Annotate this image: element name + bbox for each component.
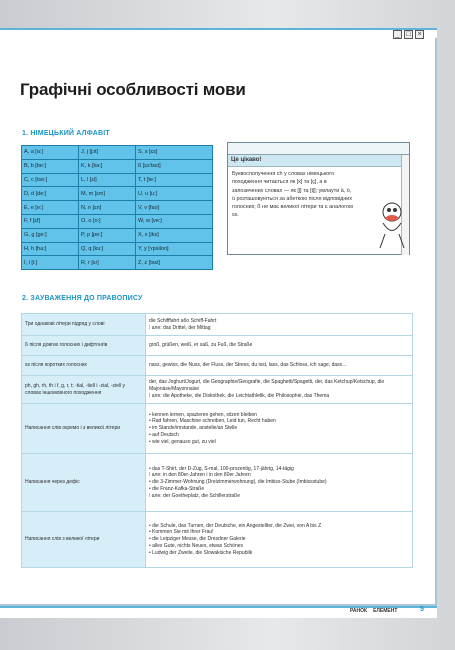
alphabet-cell: O, o [o:] — [79, 214, 136, 228]
alphabet-cell: E, e [e:] — [22, 201, 79, 215]
alphabet-cell: S, s [ɛs] — [136, 146, 213, 160]
alphabet-cell: ß [ɛs'tsɛt] — [136, 159, 213, 173]
alphabet-cell: F, f [ɛf] — [22, 214, 79, 228]
rule-examples: die Schifffahrt або Schiff-Fahrt ⁞ але: das Drittel, der Mittag — [146, 314, 413, 336]
rule-row — [22, 404, 413, 454]
rule-row — [22, 376, 413, 404]
window-titlebar — [0, 28, 437, 38]
alphabet-table — [21, 145, 213, 270]
alphabet-row — [22, 173, 213, 187]
alphabet-cell: Q, q [ku:] — [79, 242, 136, 256]
rule-examples: groß, grüßen, weiß, er saß, zu Fuß, die Straße — [146, 336, 413, 356]
alphabet-cell: N, n [ɛn] — [79, 201, 136, 215]
alphabet-row — [22, 214, 213, 228]
alphabet-row — [22, 187, 213, 201]
rule-row — [22, 454, 413, 512]
alphabet-cell: D, d [de:] — [22, 187, 79, 201]
alphabet-cell: B, b [be:] — [22, 159, 79, 173]
rule-examples: der, das Joghurt/Jogurt, die Geographie/Geografie, die Spaghetti/Spagetti, der, das Ketchup/Ketschup, die Majonäse/Mayonnaise ⁞ але: die Apotheke, die Diskothek, die Leichtathletik, die Philosophie, das Thema — [146, 376, 413, 404]
brand-ranok: РАНОК — [350, 608, 368, 614]
alphabet-cell: G, g [ge:] — [22, 228, 79, 242]
spelling-rules-table — [21, 313, 413, 568]
minimize-icon[interactable]: _ — [393, 30, 402, 39]
rule-label: ss після коротких голосних — [22, 356, 146, 376]
alphabet-cell: Y, y [ʏpsilon] — [136, 242, 213, 256]
alphabet-cell: H, h [ha:] — [22, 242, 79, 256]
alphabet-cell: Z, z [tsɛt] — [136, 256, 213, 270]
section-heading-spelling: 2. ЗАУВАЖЕННЯ ДО ПРАВОПИСУ — [22, 295, 143, 302]
maximize-icon[interactable]: □ — [404, 30, 413, 39]
alphabet-cell: P, p [pe:] — [79, 228, 136, 242]
rule-examples: • das T-Shirt, der D-Zug, S-mal, 100-prozentig, 17-jährig, 14-tägig ⁞ але: in den 80er-Jahren і in den 80er Jahren • die 3-Zimmer-Wohnung (Dreizimmerwohnung), die Imbiss-Stube (Imbissstube) • die Franz-Kafka-Straße ⁞ але: der Goetheplatz, die Schillerstraße — [146, 454, 413, 512]
alphabet-cell: I, i [i:] — [22, 256, 79, 270]
alphabet-row — [22, 256, 213, 270]
alphabet-cell: X, x [iks] — [136, 228, 213, 242]
rule-label: ph, gh, rh, th і f, g, r, t; -tial, -tiell і -zial, -ziell у словах іншомовного походження — [22, 376, 146, 404]
close-icon[interactable]: × — [415, 30, 424, 39]
rule-examples: nass, gewiss, die Nuss, der Fluss, der Stress, du isst, lass, das Schloss, ich sage, dass… — [146, 356, 413, 376]
popup-text: Буквосполучення ch у словах німецького походження читається як [x] та [ç], а в запозичених словах — як [ʃ] та [tʃ]; умлаути ä, ö, ü розташовуються за абеткою після відповідних голосних; ß не має великої літери та є аналогом ss. — [232, 171, 353, 219]
rule-label: ß після довгих голосних і дифтонгів — [22, 336, 146, 356]
popup-title: Це цікаво! — [228, 155, 409, 167]
alphabet-cell: R, r [ɛr] — [79, 256, 136, 270]
alphabet-cell: A, a [a:] — [22, 146, 79, 160]
popup-toolbar — [228, 143, 409, 155]
alphabet-cell: K, k [ka:] — [79, 159, 136, 173]
alphabet-cell: L, l [ɛl] — [79, 173, 136, 187]
alphabet-row — [22, 242, 213, 256]
section-heading-alphabet: 1. НІМЕЦЬКИЙ АЛФАВІТ — [22, 130, 110, 137]
alphabet-cell: M, m [ɛm] — [79, 187, 136, 201]
window-controls[interactable] — [393, 30, 424, 39]
brand-element: ЕЛЕМЕНТ — [373, 608, 398, 614]
alphabet-row — [22, 146, 213, 160]
page-number: 5 — [420, 606, 424, 613]
alphabet-cell: J, j [jɔt] — [79, 146, 136, 160]
alphabet-row — [22, 159, 213, 173]
rule-row — [22, 356, 413, 376]
page-title: Графічні особливості мови — [20, 80, 246, 99]
alphabet-cell: U, u [u:] — [136, 187, 213, 201]
alphabet-cell: W, w [ve:] — [136, 214, 213, 228]
rule-examples: • kennen lernen, spazieren gehen, sitzen bleiben • Rad fahren, Maschine schreiben, Leid tun, Recht haben • im Stande/imstande, anstelle/an Stelle • auf Deutsch • wie viel, genauso gut, zu viel — [146, 404, 413, 454]
rule-label: Написання слів окремо і з великої літери — [22, 404, 146, 454]
cartoon-figure-icon — [370, 198, 410, 250]
alphabet-cell: V, v [fao] — [136, 201, 213, 215]
alphabet-cell: C, c [tse:] — [22, 173, 79, 187]
alphabet-row — [22, 228, 213, 242]
rule-row — [22, 512, 413, 568]
rule-row — [22, 336, 413, 356]
rule-examples: • die Schule, das Turnen, der Deutsche, ein Angestellter, die Zwei, von A bis Z • Kommen Sie mit Ihrer Frau! • die Leipziger Messe, die Dresdner Galerie • alles Gute, nichts Neues, etwas Schönes • Ludwig der Zweite, die Slowakische Republik — [146, 512, 413, 568]
alphabet-row — [22, 201, 213, 215]
rule-label: Написання через дефіс — [22, 454, 146, 512]
rule-row — [22, 314, 413, 336]
rule-label: Три однакові літери підряд у слові — [22, 314, 146, 336]
rule-label: Написання слів з великої літери — [22, 512, 146, 568]
alphabet-cell: T, t [te:] — [136, 173, 213, 187]
footer-brands — [350, 608, 397, 614]
